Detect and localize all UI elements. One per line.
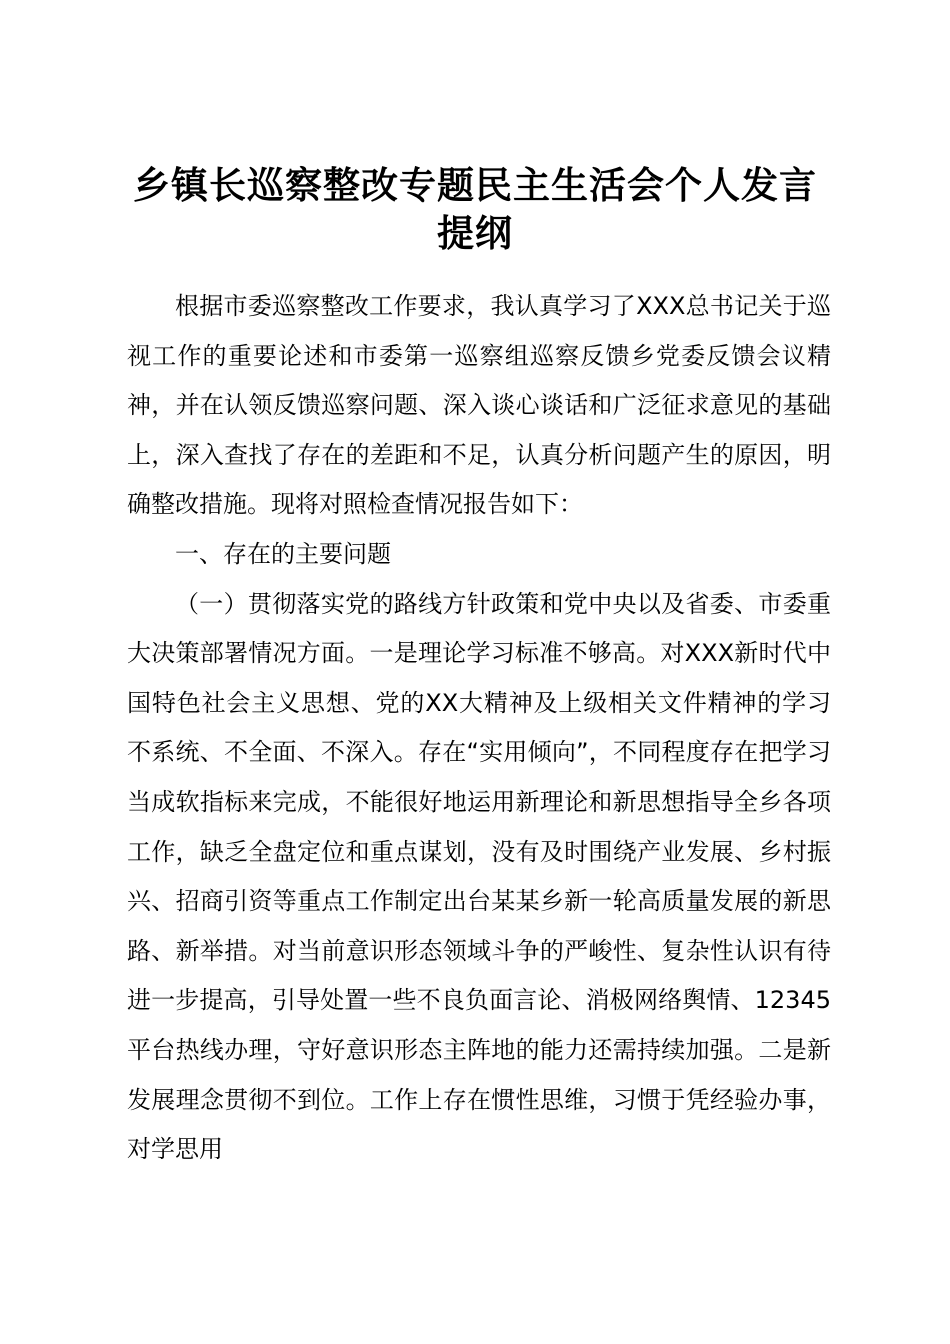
document-body bbox=[127, 282, 831, 1175]
document-title: 乡镇长巡察整改专题民主生活会个人发言提纲 bbox=[133, 164, 817, 255]
section-heading: 一、存在的主要问题 bbox=[175, 539, 391, 568]
intro-paragraph: 根据市委巡察整改工作要求，我认真学习了XXX总书记关于巡视工作的重要论述和市委第一巡察组巡察反馈乡党委反馈会议精神，并在认领反馈巡察问题、深入谈心谈话和广泛征求意见的基础上，深入查找了存在的差距和不足，认真分析问题产生的原因，明确整改措施。现将对照检查情况报告如下： bbox=[127, 292, 831, 519]
body-paragraph: （一）贯彻落实党的路线方针政策和党中央以及省委、市委重大决策部署情况方面。一是理论学习标准不够高。对XXX新时代中国特色社会主义思想、党的XX大精神及上级相关文件精神的学习不系统、不全面、不深入。存在“实用倾向”，不同程度存在把学习当成软指标来完成，不能很好地运用新理论和新思想指导全乡各项工作，缺乏全盘定位和重点谋划，没有及时围绕产业发展、乡村振兴、招商引资等重点工作制定出台某某乡新一轮高质量发展的新思路、新举措。对当前意识形态领域斗争的严峻性、复杂性认识有待进一步提高，引导处置一些不良负面言论、消极网络舆情、12345平台热线办理，守好意识形态主阵地的能力还需持续加强。二是新发展理念贯彻不到位。工作上存在惯性思维，习惯于凭经验办事，对学思用 bbox=[127, 589, 831, 1164]
